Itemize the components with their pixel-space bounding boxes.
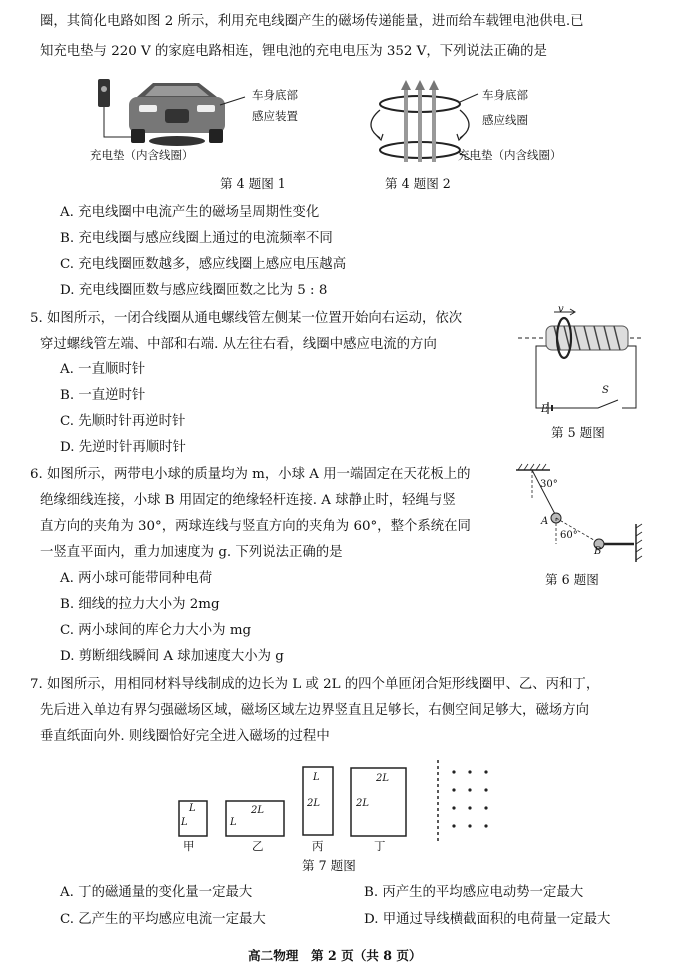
- q7-option-a: A. 丁的磁通量的变化量一定最大: [60, 885, 253, 900]
- q7-option-d: D. 甲通过导线横截面积的电荷量一定最大: [364, 912, 611, 927]
- q7-option-b: B. 丙产生的平均感应电动势一定最大: [364, 885, 584, 900]
- q6-stem-3: 直方向的夹角为 30°，两球连线与竖直方向的夹角为 60°，整个系统在同: [40, 519, 471, 534]
- q5-caption: 第 5 题图: [551, 425, 605, 440]
- pad-label-1: 充电垫（内含线圈）: [90, 148, 194, 162]
- jia-side-label: L: [181, 817, 188, 828]
- fig4-caption-1: 第 4 题图 1: [220, 176, 286, 191]
- intro-line-2: 知充电垫与 220 V 的家庭电路相连，锂电池的充电电压为 352 V，下列说法正确的是: [40, 44, 547, 59]
- pendulum-figure: [510, 464, 650, 564]
- q5-stem-2: 穿过螺线管左端、中部和右端. 从左往右看，线圈中感应电流的方向: [40, 337, 437, 352]
- page-footer: 高二物理 第 2 页（共 8 页）: [248, 948, 422, 963]
- yi-top-label: 2L: [251, 805, 265, 816]
- ball-b-label: B: [594, 546, 602, 557]
- velocity-label: v: [558, 304, 564, 315]
- q5-option-d: D. 先逆时针再顺时针: [60, 440, 186, 455]
- switch-label: S: [602, 385, 609, 396]
- q6-caption: 第 6 题图: [545, 572, 599, 587]
- bing-top-label: L: [313, 772, 320, 783]
- q6-stem-4: 一竖直平面内，重力加速度为 g. 下列说法正确的是: [40, 545, 343, 560]
- q5-option-b: B. 一直逆时针: [60, 388, 146, 403]
- q7-caption: 第 7 题图: [302, 858, 356, 873]
- q5-option-a: A. 一直顺时针: [60, 362, 146, 377]
- q4-option-d: D. 充电线圈匝数与感应线圈匝数之比为 5 : 8: [60, 283, 328, 298]
- car-sensor-label-2: 感应装置: [252, 109, 298, 123]
- solenoid-circuit-figure: [518, 308, 648, 418]
- jia-name: 甲: [183, 839, 195, 853]
- coils-magnetic-field-figure: [170, 760, 500, 850]
- q5-stem-1: 5. 如图所示，一闭合线圈从通电螺线管左侧某一位置开始向右运动，依次: [30, 311, 463, 326]
- q7-stem-3: 垂直纸面向外. 则线圈恰好完全进入磁场的过程中: [40, 729, 330, 744]
- ball-a-label: A: [541, 516, 549, 527]
- q7-stem-1: 7. 如图所示，用相同材料导线制成的边长为 L 或 2L 的四个单匝闭合矩形线圈甲、乙、丙和丁，: [30, 677, 600, 692]
- emf-label: E: [541, 404, 549, 415]
- yi-name: 乙: [252, 839, 264, 853]
- pad-label-2: 充电垫（内含线圈）: [458, 148, 562, 162]
- intro-line-1: 圈，其简化电路如图 2 所示，利用充电线圈产生的磁场传递能量，进而给车载锂电池供电.已: [40, 14, 584, 29]
- q5-option-c: C. 先顺时针再逆时针: [60, 414, 186, 429]
- q7-stem-2: 先后进入单边有界匀强磁场区域，磁场区域左边界竖直且足够长，右侧空间足够大，磁场方向: [40, 703, 590, 718]
- q6-option-b: B. 细线的拉力大小为 2mg: [60, 597, 220, 612]
- car-charging-figure: [95, 75, 245, 155]
- ding-top-label: 2L: [376, 773, 390, 784]
- yi-side-label: L: [230, 817, 237, 828]
- fig4-caption-2: 第 4 题图 2: [385, 176, 451, 191]
- q6-stem-2: 绝缘细线连接，小球 B 用固定的绝缘轻杆连接. A 球静止时，轻绳与竖: [40, 493, 456, 508]
- q4-option-b: B. 充电线圈与感应线圈上通过的电流频率不同: [60, 231, 333, 246]
- car-sensor-label-1: 车身底部: [252, 88, 298, 102]
- q4-option-c: C. 充电线圈匝数越多，感应线圈上感应电压越高: [60, 257, 347, 272]
- q6-stem-1: 6. 如图所示，两带电小球的质量均为 m，小球 A 用一端固定在天花板上的: [30, 467, 471, 482]
- jia-top-label: L: [189, 803, 196, 814]
- ding-side-label: 2L: [356, 798, 370, 809]
- bing-side-label: 2L: [307, 798, 321, 809]
- ding-name: 丁: [374, 839, 386, 853]
- q6-option-c: C. 两小球间的库仑力大小为 mg: [60, 623, 252, 638]
- angle-60-label: 60°: [560, 530, 578, 541]
- q6-option-d: D. 剪断细线瞬间 A 球加速度大小为 g: [60, 649, 284, 664]
- angle-30-label: 30°: [540, 479, 558, 490]
- coil-label-1: 车身底部: [482, 88, 528, 102]
- q7-option-c: C. 乙产生的平均感应电流一定最大: [60, 912, 266, 927]
- q4-option-a: A. 充电线圈中电流产生的磁场呈周期性变化: [60, 205, 320, 220]
- coil-label-2: 感应线圈: [482, 113, 528, 127]
- q6-option-a: A. 两小球可能带同种电荷: [60, 571, 213, 586]
- bing-name: 丙: [312, 839, 324, 853]
